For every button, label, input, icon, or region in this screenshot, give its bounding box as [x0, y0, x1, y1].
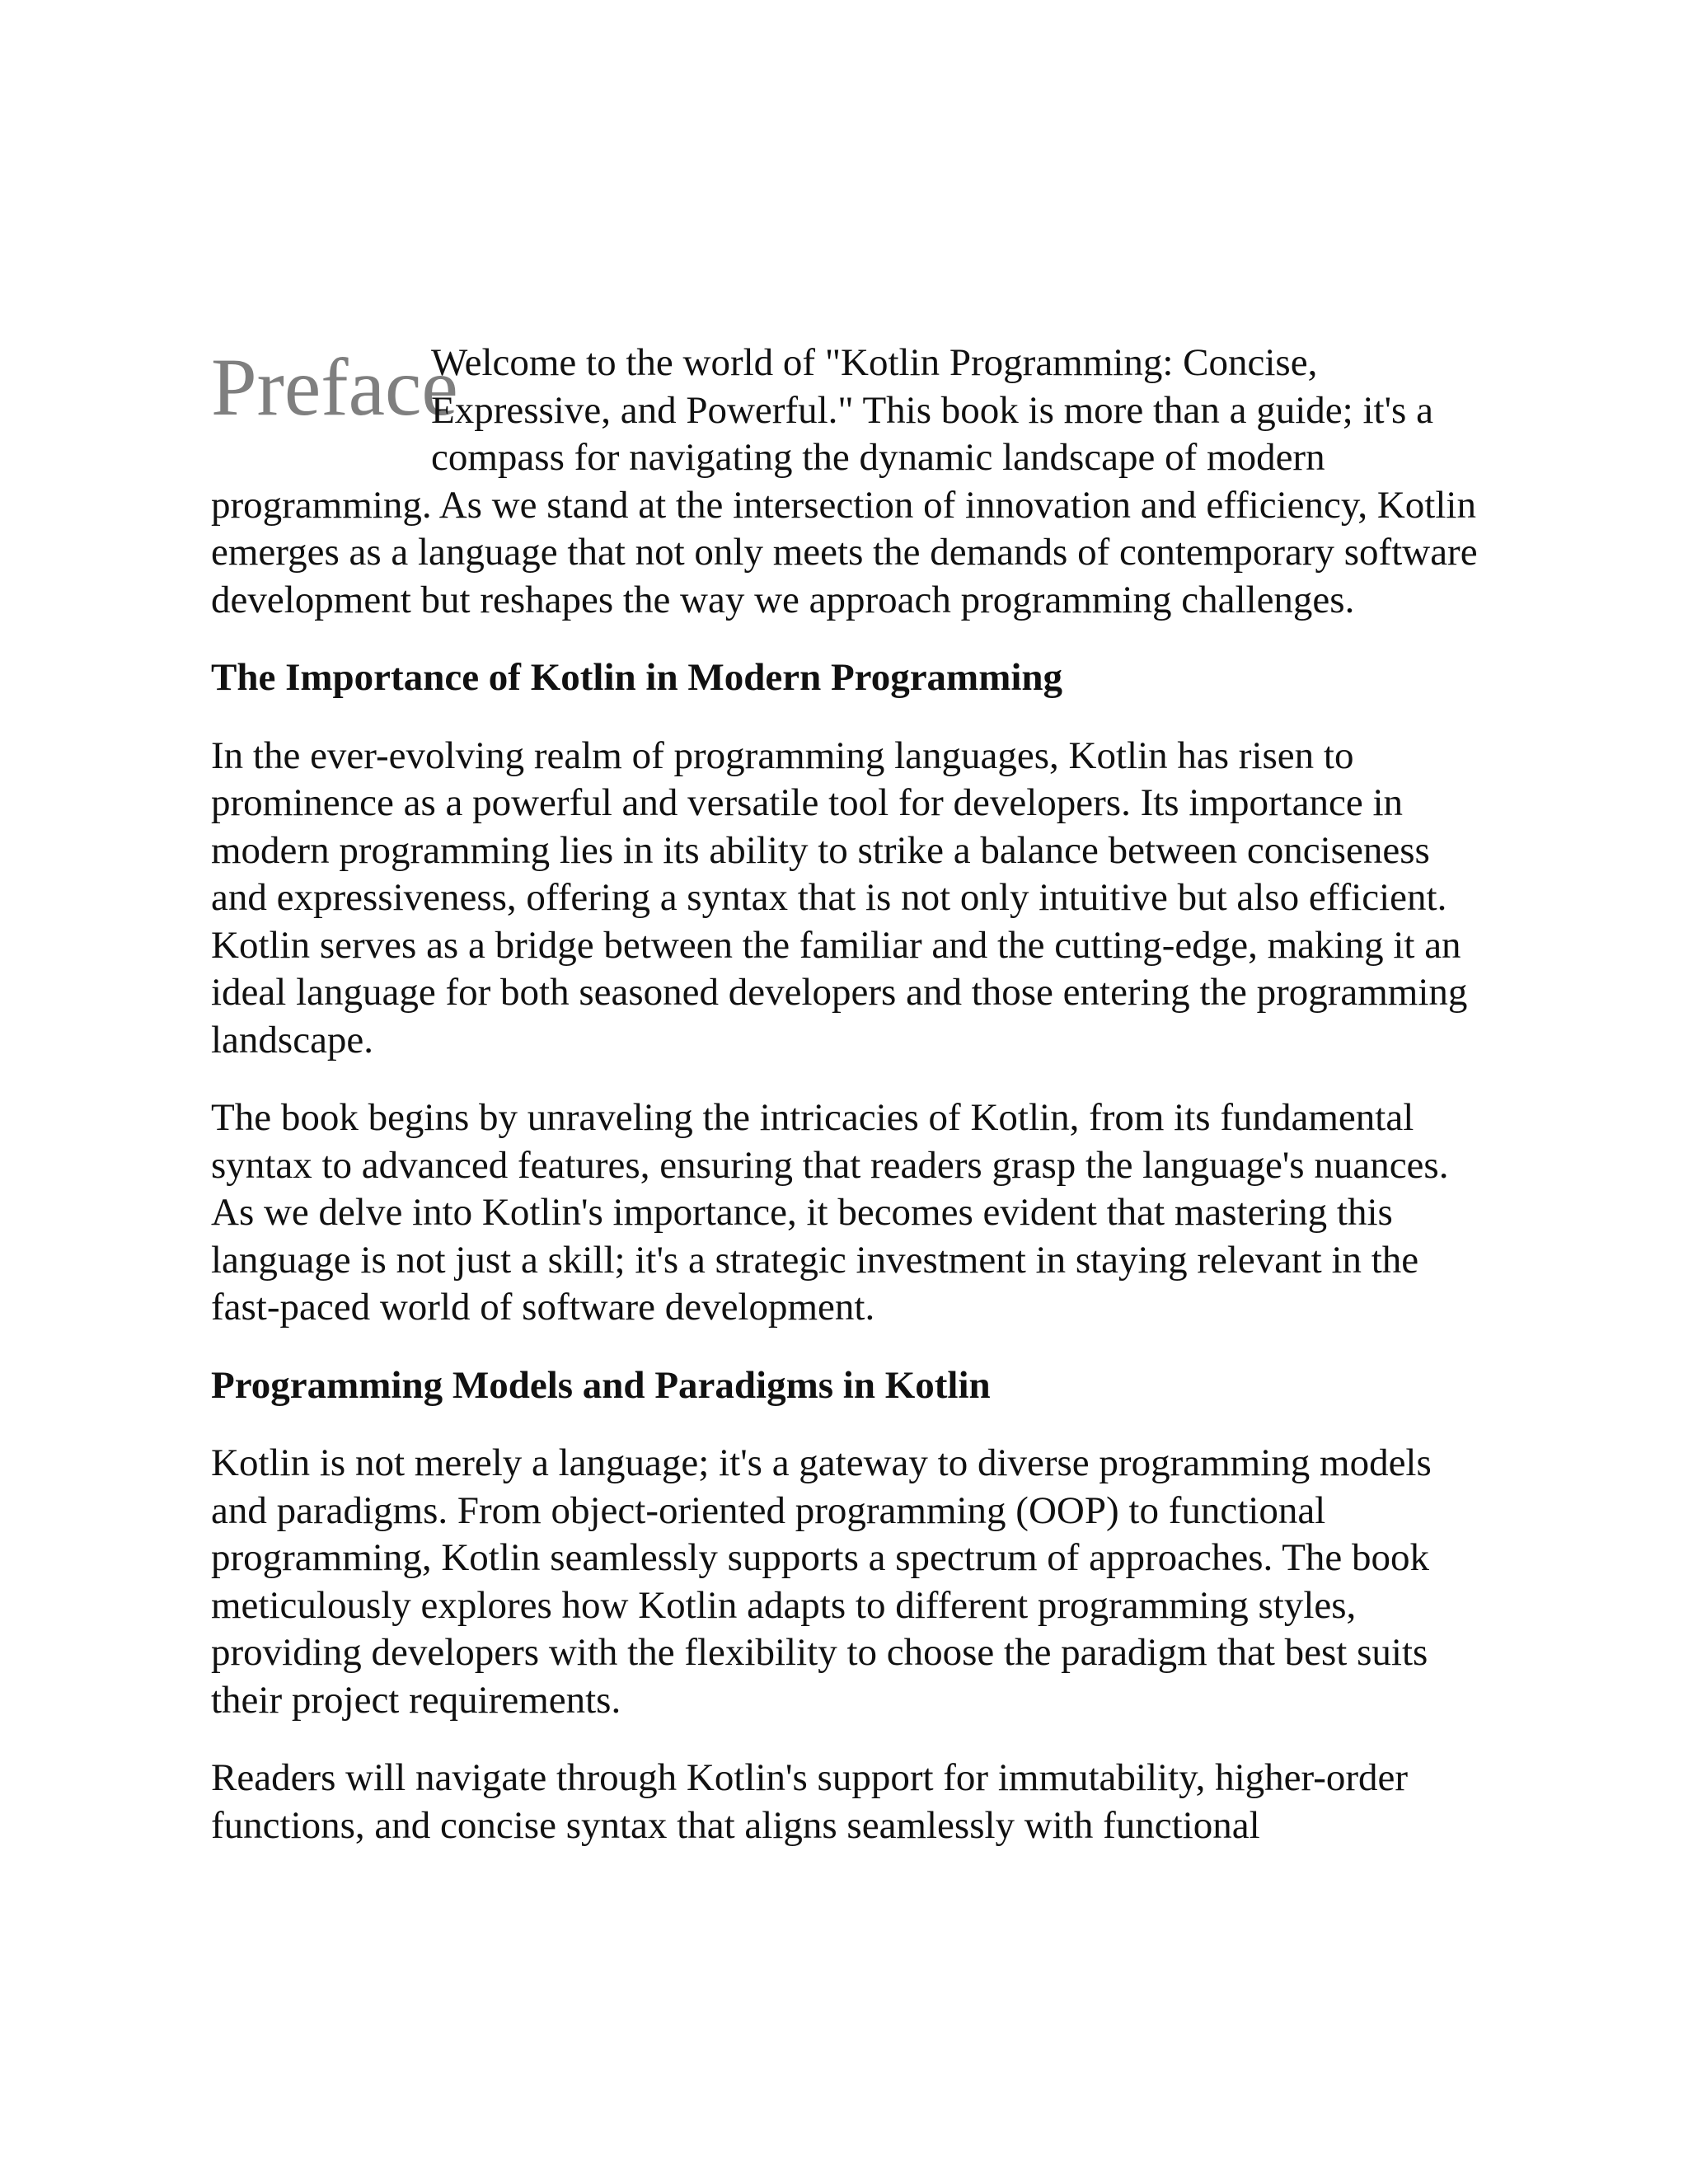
section-heading-paradigms: Programming Models and Paradigms in Kotlin [211, 1363, 991, 1407]
paragraph-paradigms-2: Readers will navigate through Kotlin's support for immutability, higher-order functions, and concise syntax that aligns seamlessly with functional [211, 1756, 1409, 1847]
paragraph-importance-2: The book begins by unraveling the intricacies of Kotlin, from its fundamental syntax to advanced features, ensuring that readers grasp the language's nuances. As we delve into Kotlin's importance, it becomes evident that mastering this language is not just a skill; it's a strategic investment in staying relevant in the fast-paced world of software development. [211, 1096, 1449, 1329]
intro-paragraph [211, 340, 1480, 624]
paragraph-importance-1: In the ever-evolving realm of programming languages, Kotlin has risen to prominence as a powerful and versatile tool for developers. Its importance in modern programming lies in its ability to strike a balance between conciseness and expressiveness, offering a syntax that is not only intuitive but also efficient. Kotlin serves as a bridge between the familiar and the cutting-edge, making it an ideal language for both seasoned developers and those entering the programming landscape. [211, 733, 1468, 1062]
paragraph-paradigms-1: Kotlin is not merely a language; it's a gateway to diverse programming models and paradigms. From object-oriented programming (OOP) to functional programming, Kotlin seamlessly supports a spectrum of approaches. The book meticulously explores how Kotlin adapts to different programming styles, providing developers with the flexibility to choose the paradigm that best suits their project requirements. [211, 1441, 1432, 1722]
document-page [211, 340, 1480, 1880]
intro-text: Welcome to the world of "Kotlin Programming: Concise, Expressive, and Powerful." This book is more than a guide; it's a compass for navigating the dynamic landscape of modern programming. As we stand at the intersection of innovation and efficiency, Kotlin emerges as a language that not only meets the demands of contemporary software development but reshapes the way we approach programming challenges. [211, 341, 1478, 621]
preface-dropcap: Preface [211, 341, 458, 433]
section-heading-importance: The Importance of Kotlin in Modern Programming [211, 656, 1063, 699]
